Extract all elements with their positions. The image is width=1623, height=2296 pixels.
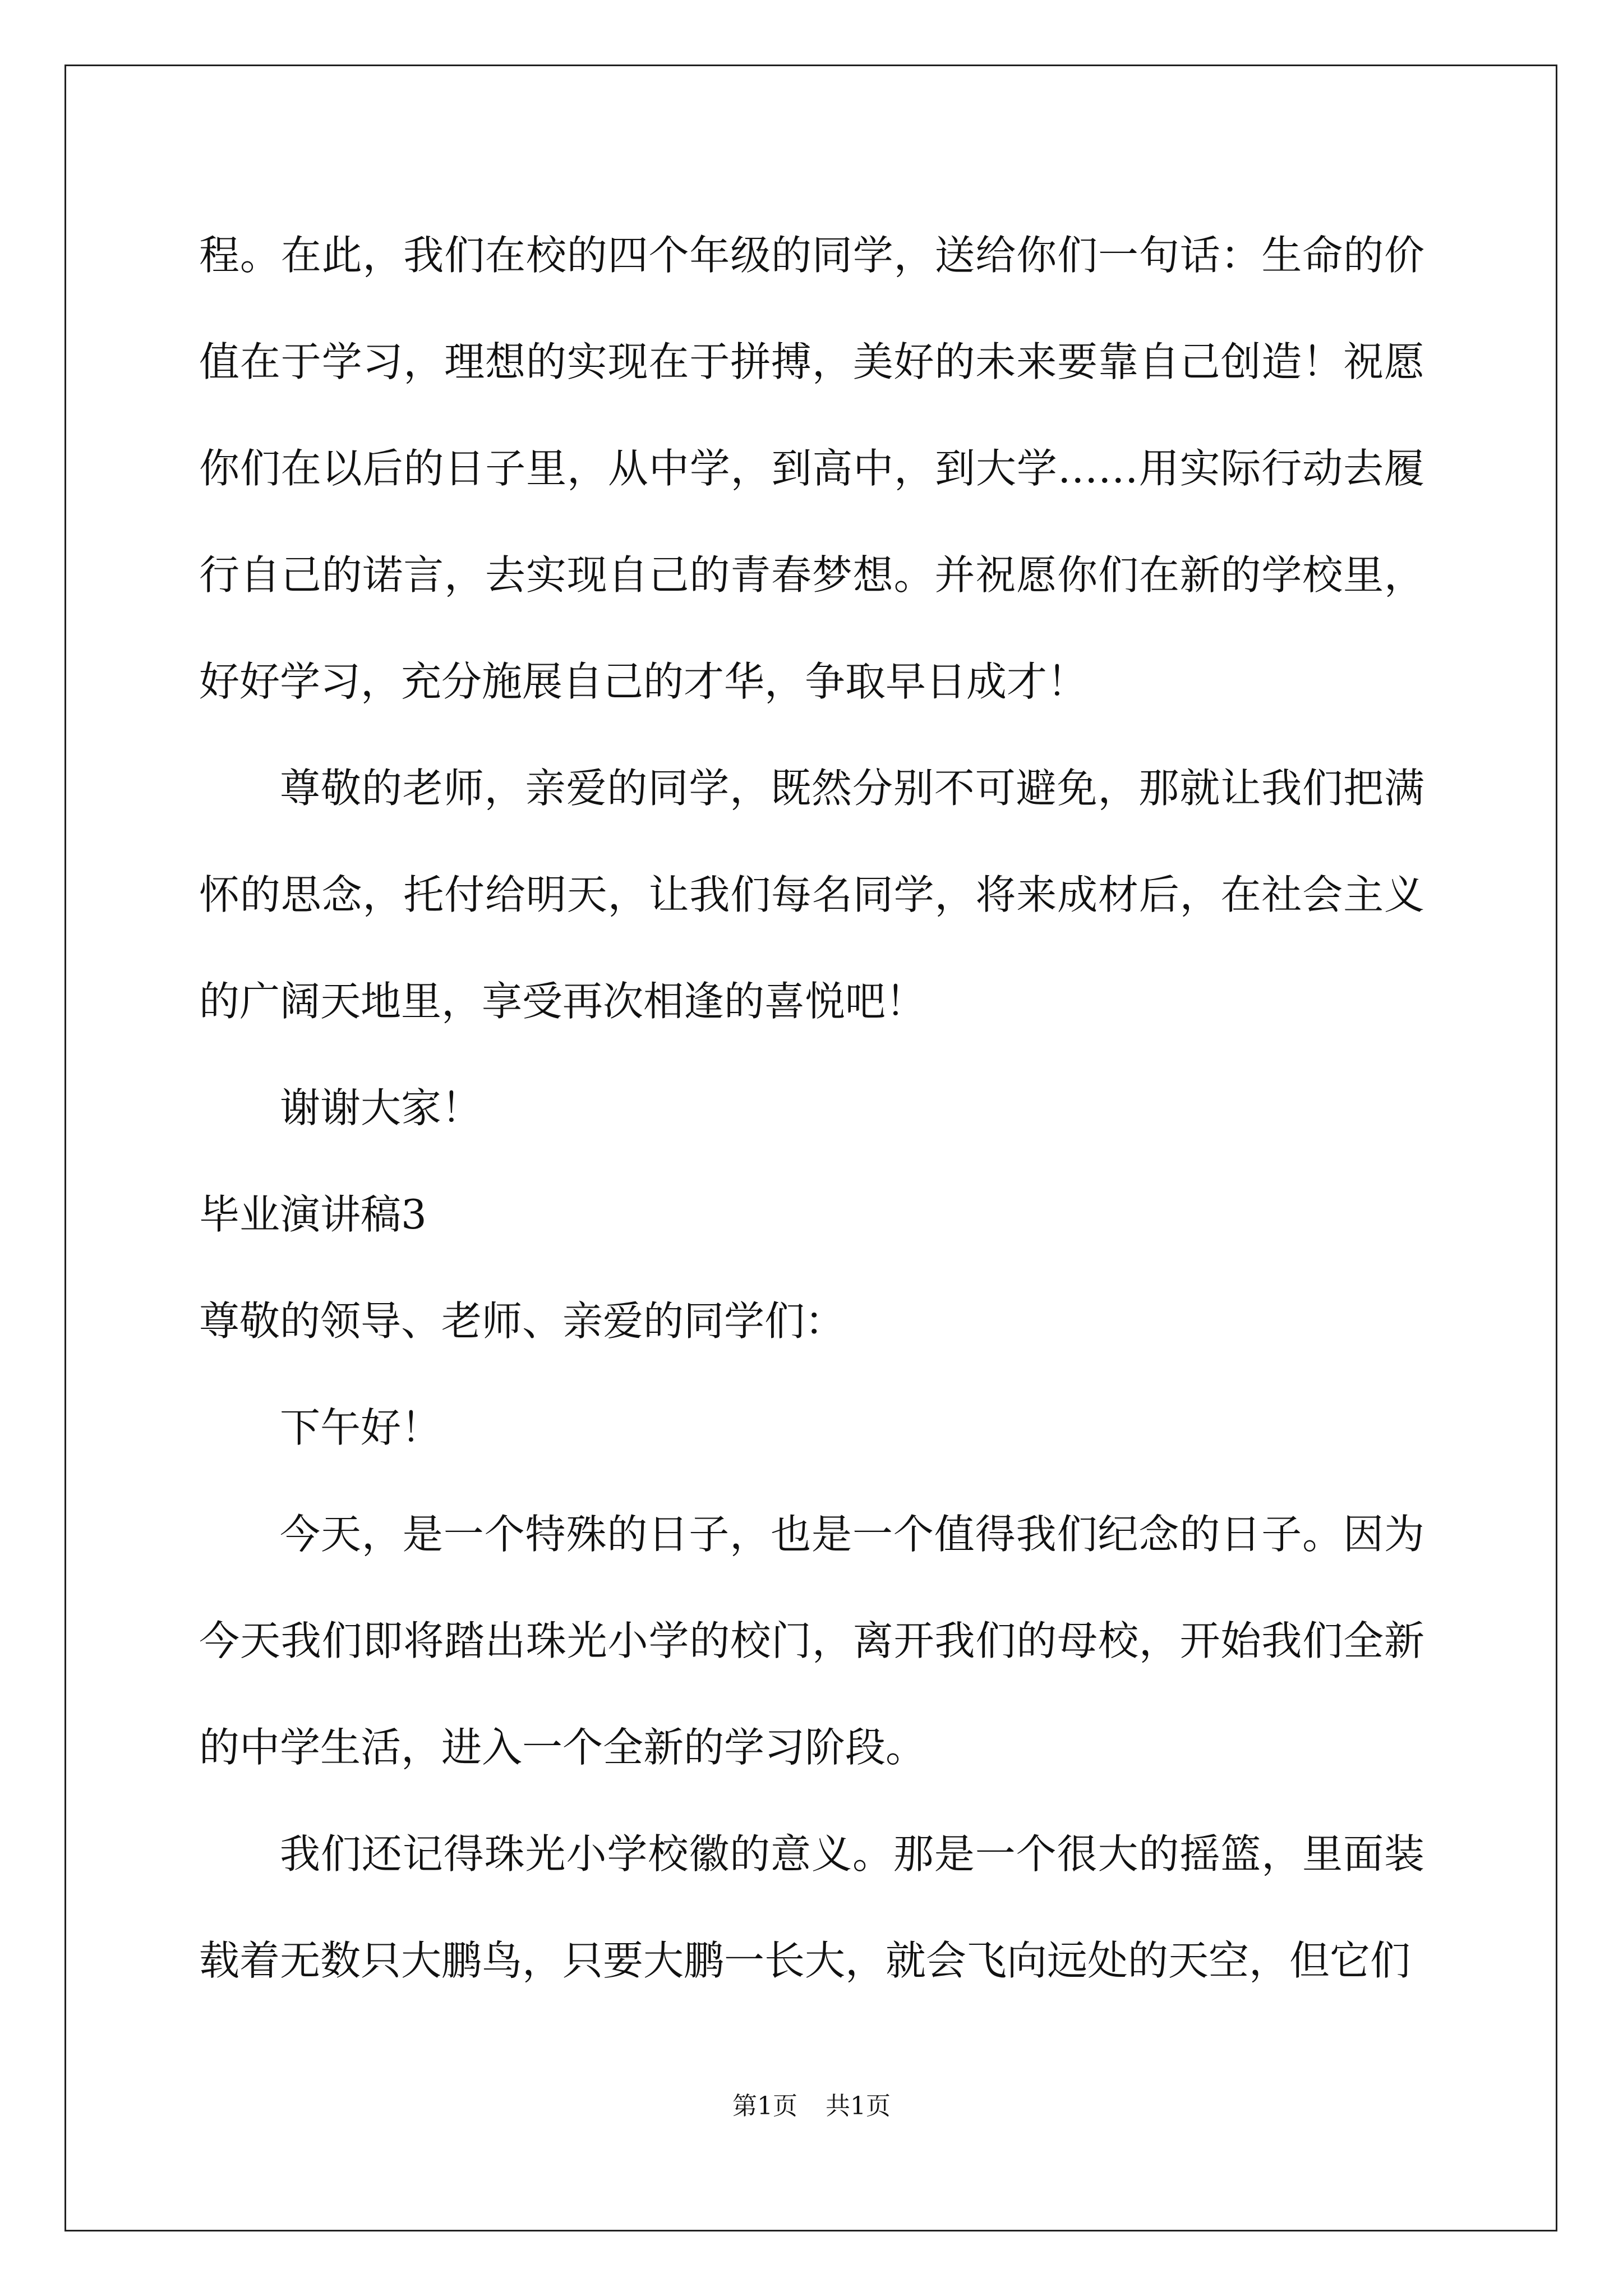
paragraph: 程。在此，我们在校的四个年级的同学，送给你们一句话：生命的价值在于学习，理想的实现在于拼搏，美好的未来要靠自己创造！祝愿你们在以后的日子里，从中学，到高中，到大学……用实际行动去履行自己的诺言，去实现自己的青春梦想。并祝愿你们在新的学校里，好好学习，充分施展自己的才华，争取早日成才！ <box>199 232 1424 705</box>
page-footer <box>0 2090 1623 2123</box>
section-heading: 毕业演讲稿3 <box>199 1191 427 1238</box>
paragraph: 尊敬的老师，亲爱的同学，既然分别不可避免，那就让我们把满怀的思念，托付给明天，让我们每名同学，将来成材后，在社会主义的广阔天地里，享受再次相逢的喜悦吧！ <box>199 765 1424 1025</box>
page-number: 第1页 <box>732 2092 797 2120</box>
paragraph: 今天，是一个特殊的日子，也是一个值得我们纪念的日子。因为今天我们即将踏出珠光小学的校门，离开我们的母校，开始我们全新的中学生活，进入一个全新的学习阶段。 <box>199 1511 1424 1771</box>
paragraph: 下午好！ <box>280 1404 442 1451</box>
paragraph: 我们还记得珠光小学校徽的意义。那是一个很大的摇篮，里面装载着无数只大鹏鸟，只要大鹏一长大，就会飞向远处的天空，但它们 <box>199 1830 1424 1984</box>
salutation: 尊敬的领导、老师、亲爱的同学们： <box>199 1297 846 1345</box>
paragraph: 谢谢大家！ <box>280 1084 482 1131</box>
page-total: 共1页 <box>826 2092 891 2120</box>
document-body <box>199 202 1424 2014</box>
